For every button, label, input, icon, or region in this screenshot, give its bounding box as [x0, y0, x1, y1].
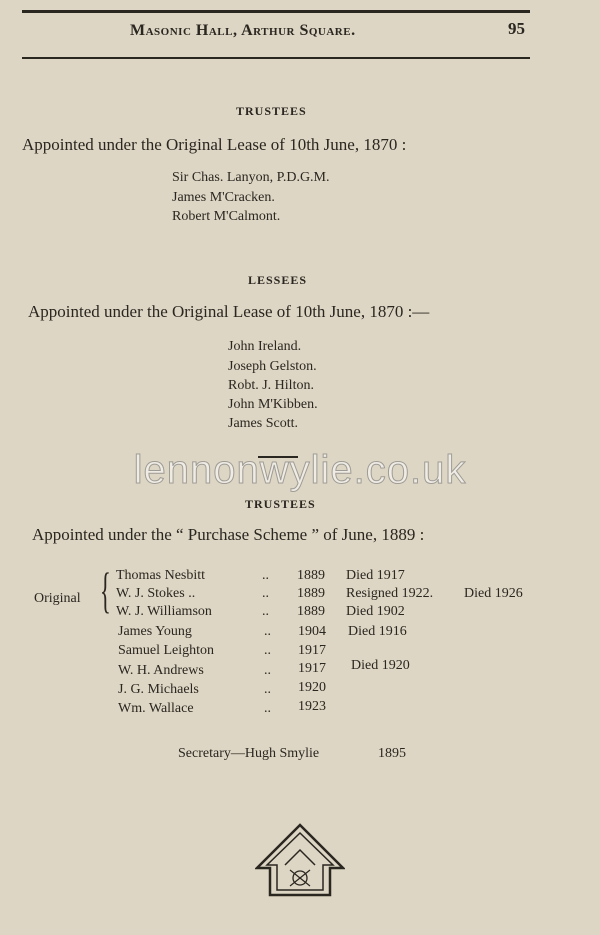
table-row-note: Died 1916 — [348, 624, 407, 639]
table-row-name: Wm. Wallace — [118, 701, 194, 716]
header-bottom-rule — [22, 57, 530, 59]
lessees-appointed-line: Appointed under the Original Lease of 10th June, 1870 :— — [28, 302, 430, 321]
trustee-1870-name: Robert M'Calmont. — [172, 209, 281, 224]
original-brace: { — [100, 562, 111, 618]
trustees-1889-appointed-line: Appointed under the “ Purchase Scheme ” of June, 1889 : — [32, 525, 425, 544]
trustees-1870-appointed-line: Appointed under the Original Lease of 10th June, 1870 : — [22, 135, 407, 154]
original-label: Original — [34, 591, 81, 606]
table-row-name: Thomas Nesbitt — [116, 568, 206, 583]
lessee-name: Robt. J. Hilton. — [228, 378, 314, 393]
table-row-year: 1917 — [298, 661, 326, 676]
table-row-name: James Young — [118, 624, 192, 639]
table-row-year: 1889 — [297, 568, 325, 583]
table-row-name: W. J. Stokes .. — [116, 586, 196, 601]
lessee-name: James Scott. — [228, 416, 298, 431]
lessees-heading: LESSEES — [248, 273, 308, 287]
trustee-1870-name: Sir Chas. Lanyon, P.D.G.M. — [172, 170, 330, 185]
table-row-name: J. G. Michaels — [118, 682, 199, 697]
secretary-year: 1895 — [378, 746, 406, 761]
table-row-dots: .. — [264, 643, 271, 658]
table-row-note: Died 1917 — [346, 568, 405, 583]
table-row-note: Resigned 1922. — [346, 586, 434, 601]
table-row-dots: .. — [264, 624, 271, 639]
table-row-name: W. H. Andrews — [118, 663, 204, 678]
table-row-year: 1920 — [298, 680, 326, 695]
lessee-name: John M'Kibben. — [228, 397, 318, 412]
masonic-emblem-icon — [255, 822, 345, 898]
lessee-name: John Ireland. — [228, 339, 302, 354]
secretary-line: Secretary—Hugh Smylie — [178, 746, 320, 761]
header-top-rule — [22, 10, 530, 13]
table-row-year: 1889 — [297, 604, 325, 619]
watermark-text: lennonwylie.co.uk — [133, 448, 467, 492]
table-row-dots: .. — [264, 682, 271, 697]
table-row-dots: .. — [262, 568, 269, 583]
table-row-dots: .. — [262, 604, 269, 619]
trustees-heading-1889: TRUSTEES — [245, 497, 316, 511]
lessee-name: Joseph Gelston. — [228, 359, 317, 374]
table-row-year: 1889 — [297, 586, 325, 601]
running-header-title: Masonic Hall, Arthur Square. — [130, 22, 356, 39]
table-row-dots: .. — [262, 586, 269, 601]
trustee-1870-name: James M'Cracken. — [172, 190, 275, 205]
table-row-note: Died 1920 — [351, 658, 410, 673]
table-row-note2: Died 1926 — [464, 586, 523, 601]
table-row-dots: .. — [264, 663, 271, 678]
page-number: 95 — [508, 19, 525, 38]
table-row-note: Died 1902 — [346, 604, 405, 619]
table-row-year: 1917 — [298, 643, 326, 658]
table-row-name: Samuel Leighton — [118, 643, 215, 658]
table-row-dots: .. — [264, 701, 271, 716]
table-row-year: 1904 — [298, 624, 326, 639]
table-row-name: W. J. Williamson — [116, 604, 212, 619]
trustees-heading-1870: TRUSTEES — [236, 104, 307, 118]
table-row-year: 1923 — [298, 699, 326, 714]
